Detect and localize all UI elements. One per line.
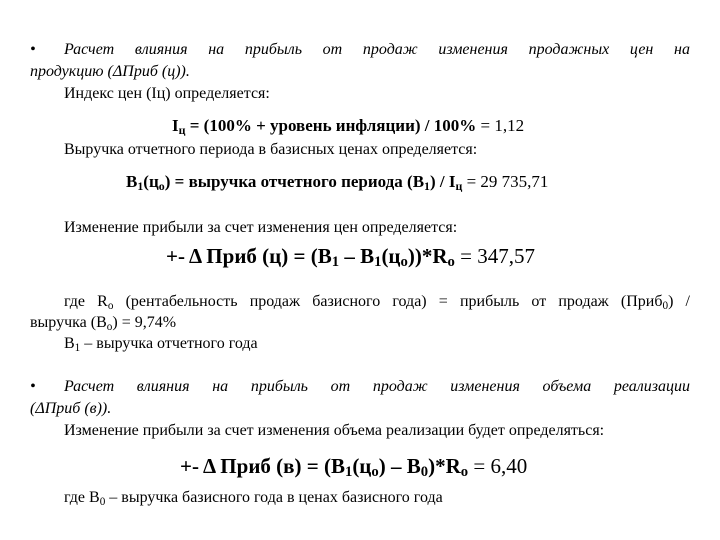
bullet-1 — [30, 40, 36, 60]
formula1-sub: ц — [178, 123, 186, 137]
section2-heading-text2: (ΔПриб (в)). — [30, 400, 112, 417]
formula4-sub-a: 1 — [344, 464, 353, 480]
formula2-part-d: ) / I — [429, 172, 456, 191]
profit-intro — [64, 218, 457, 238]
formula2-sub-c: 1 — [424, 179, 430, 193]
formula4-value: = 6,40 — [468, 454, 528, 478]
profit-intro-text: Изменение прибыли за счет изменения цен определяется: — [64, 219, 458, 236]
where2-part-b: ) = 9,74% — [112, 314, 177, 331]
formula4-sub-d: о — [460, 464, 469, 480]
formula2-part-b: (ц — [143, 172, 159, 191]
where3-part-b: – выручка отчетного года — [80, 335, 258, 352]
index-intro — [64, 84, 270, 104]
where3-part-a: В — [64, 335, 75, 352]
formula3-value: = 347,57 — [454, 244, 535, 268]
formula4-part-c: ) – В — [378, 454, 421, 478]
formula1-symbol: I — [172, 116, 179, 135]
where-base-sub: 0 — [99, 496, 106, 508]
formula3-part-d: ))*R — [407, 244, 448, 268]
revenue-intro-text: Выручка отчетного периода в базисных ценах определяется: — [64, 141, 478, 158]
formula3-part-c: (ц — [381, 244, 401, 268]
formula2-part-a: В — [126, 172, 138, 191]
where-line-1 — [64, 292, 690, 312]
formula4-part-b: (ц — [352, 454, 372, 478]
formula2-sub-d: ц — [455, 179, 463, 193]
volume-intro-text: Изменение прибыли за счет изменения объема реализации будет определяться: — [64, 422, 605, 439]
where1-part-c: ) / — [668, 293, 691, 310]
where1-part-a: где R — [64, 293, 108, 310]
formula3-sub-a: 1 — [331, 254, 340, 270]
where1-sub-a: о — [107, 300, 114, 312]
formula-profit-volume — [180, 454, 528, 480]
section1-heading-line1 — [64, 40, 690, 60]
where-line-2 — [30, 313, 176, 333]
bullet-symbol-2: • — [30, 378, 36, 395]
section2-heading-text1: Расчет влияния на прибыль от продаж изменения объема реализации — [64, 378, 690, 395]
section1-heading-text2: продукцию (ΔПриб (ц)). — [30, 63, 190, 80]
formula1-expression: = (100% + уровень инфляции) / 100% — [185, 116, 477, 135]
where-base-revenue — [64, 488, 443, 508]
where1-part-b: (рентабельность продаж базисного года) = прибыль от продаж (Приб — [113, 293, 663, 310]
index-intro-text: Индекс цен (Iц) определяется: — [64, 85, 270, 102]
formula3-part-b: – В — [339, 244, 375, 268]
section1-heading-line2 — [30, 62, 190, 82]
formula3-sub-b: 1 — [374, 254, 382, 270]
where-line-3 — [64, 334, 258, 354]
formula4-part-a: +- Δ Приб (в) = (В — [180, 454, 345, 478]
section1-heading-text1: Расчет влияния на прибыль от продаж изменения продажных цен на — [64, 41, 690, 58]
formula2-sub-b: о — [158, 179, 165, 193]
formula4-sub-b: о — [371, 464, 379, 480]
formula4-sub-c: 0 — [420, 464, 429, 480]
formula4-part-d: )*R — [428, 454, 461, 478]
formula3-sub-c: о — [400, 254, 408, 270]
where-base-part-a: где В — [64, 489, 100, 506]
formula1-value: = 1,12 — [476, 116, 525, 135]
bullet-2 — [30, 377, 36, 397]
formula-revenue — [126, 172, 548, 192]
formula-profit-price — [166, 244, 535, 270]
formula3-part-a: +- Δ Приб (ц) = (В — [166, 244, 332, 268]
where1-sub-b: 0 — [662, 300, 669, 312]
formula2-sub-a: 1 — [137, 179, 144, 193]
where3-sub: 1 — [74, 342, 81, 354]
formula-price-index — [172, 116, 524, 136]
bullet-symbol: • — [30, 41, 36, 58]
where2-part-a: выручка (В — [30, 314, 107, 331]
formula3-sub-d: о — [447, 254, 455, 270]
formula2-value: = 29 735,71 — [462, 172, 549, 191]
section2-heading-line1 — [64, 377, 690, 397]
formula2-part-c: ) = выручка отчетного периода (В — [164, 172, 425, 191]
volume-intro — [64, 421, 604, 441]
where-base-part-b: – выручка базисного года в ценах базисного года — [105, 489, 443, 506]
section2-heading-line2 — [30, 399, 111, 419]
revenue-intro — [64, 140, 477, 160]
where2-sub: о — [106, 321, 113, 333]
